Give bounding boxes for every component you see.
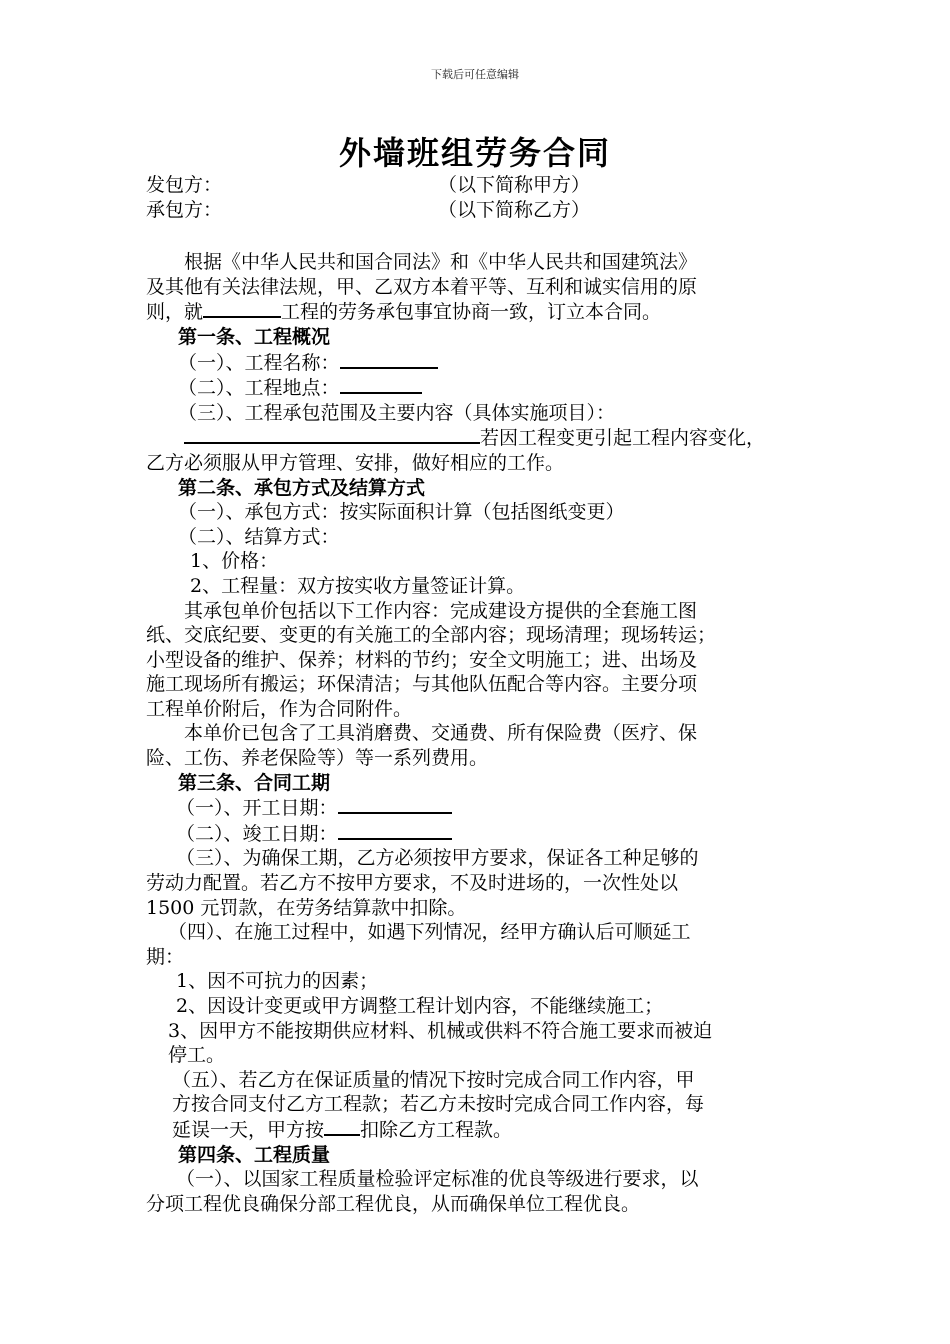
contractor-line [146, 198, 806, 223]
article-3-item-4-line-1: （四）、在施工过程中，如遇下列情况，经甲方确认后可顺延工 [168, 921, 691, 944]
article-4-item-1-line-2: 分项工程优良确保分部工程优良，从而确保单位工程优良。 [146, 1192, 641, 1215]
completion-date-field [338, 821, 452, 840]
delay-penalty-start: 延误一天，甲方按 [172, 1118, 325, 1141]
scope-change-text: 若因工程变更引起工程内容变化， [480, 427, 766, 450]
article-2-para-1-line-2: 纸、交底纪要、变更的有关施工的全部内容；现场清理；现场转运； [146, 624, 717, 647]
article-2-item-2: （二）、结算方式： [178, 525, 340, 548]
article-4-item-1-line-1: （一）、以国家工程质量检验评定标准的优良等级进行要求，以 [176, 1168, 699, 1191]
intro-line-3 [146, 299, 806, 325]
project-location-label: （二）、工程地点： [178, 377, 340, 400]
article-1-heading: 第一条、工程概况 [178, 325, 331, 348]
article-2-heading: 第二条、承包方式及结算方式 [178, 476, 426, 499]
article-2-para-2-line-1: 本单价已包含了工具消磨费、交通费、所有保险费（医疗、保 [184, 722, 698, 745]
header-note: 下载后可任意编辑 [431, 68, 519, 81]
article-1-item-1 [146, 350, 806, 376]
article-2-sub-1: 1、价格： [190, 550, 279, 573]
contractor-label: 承包方： [146, 198, 223, 221]
article-2-para-1-line-5: 工程单价附后，作为合同附件。 [146, 697, 413, 720]
article-3-item-5-line-2: 方按合同支付乙方工程款；若乙方未按时完成合同工作内容，每 [172, 1093, 705, 1116]
start-date-label: （一）、开工日期： [176, 797, 338, 820]
article-3-item-5-line-3 [146, 1117, 806, 1143]
article-3-sub-1: 1、因不可抗力的因素； [176, 970, 379, 993]
delay-penalty-end: 扣除乙方工程款。 [360, 1118, 513, 1141]
article-3-item-5-line-1: （五）、若乙方在保证质量的情况下按时完成合同工作内容，甲 [172, 1068, 695, 1091]
employer-note: （以下简称甲方） [438, 174, 591, 196]
intro-line-3-start: 则，就 [146, 301, 204, 324]
article-2-para-1-line-3: 小型设备的维护、保养；材料的节约；安全文明施工；进、出场及 [146, 648, 698, 671]
article-3-item-3-line-2: 劳动力配置。若乙方不按甲方要求，不及时进场的，一次性处以 [146, 872, 679, 895]
article-2-para-1-line-4: 施工现场所有搬运；环保清洁；与其他队伍配合等内容。主要分项 [146, 673, 698, 696]
article-2-sub-2: 2、工程量：双方按实收方量签证计算。 [190, 574, 526, 597]
article-1-item-3: （三）、工程承包范围及主要内容（具体实施项目）： [178, 401, 616, 424]
document-body [146, 173, 806, 1216]
completion-date-label: （二）、竣工日期： [176, 822, 338, 845]
intro-line-3-end: 工程的劳务承包事宜协商一致，订立本合同。 [281, 301, 662, 324]
start-date-field [338, 795, 452, 814]
project-name-label: （一）、工程名称： [178, 351, 340, 374]
article-3-sub-3-line-1: 3、因甲方不能按期供应材料、机械或供料不符合施工要求而被迫 [168, 1019, 713, 1042]
delay-penalty-field [324, 1117, 360, 1136]
article-3-item-3-line-3: 1500 元罚款，在劳务结算款中扣除。 [146, 896, 467, 919]
article-3-sub-2: 2、因设计变更或甲方调整工程计划内容，不能继续施工； [176, 995, 664, 1017]
article-3-item-2 [146, 821, 806, 847]
employer-line [146, 173, 806, 198]
article-1-item-3-cont [146, 425, 806, 451]
document-title: 外墙班组劳务合同 [338, 134, 611, 172]
article-3-item-3-line-1: （三）、为确保工期，乙方必须按甲方要求，保证各工种足够的 [176, 847, 699, 870]
article-3-heading: 第三条、合同工期 [178, 771, 331, 794]
contractor-note: （以下简称乙方） [438, 198, 591, 221]
article-2-para-2-line-2: 险、工伤、养老保险等）等一系列费用。 [146, 747, 489, 770]
employer-label: 发包方： [146, 174, 223, 196]
article-3-item-4-line-2: 期： [146, 945, 185, 968]
article-1-item-2 [146, 375, 806, 401]
intro-line-1: 根据《中华人民共和国合同法》和《中华人民共和国建筑法》 [184, 251, 698, 274]
article-3-item-1 [146, 795, 806, 821]
article-4-heading: 第四条、工程质量 [178, 1143, 331, 1166]
article-3-sub-3-line-2: 停工。 [168, 1044, 226, 1067]
project-location-field [340, 375, 422, 394]
project-name-blank [203, 299, 281, 318]
scope-field [184, 425, 480, 444]
article-2-item-1: （一）、承包方式：按实际面积计算（包括图纸变更） [178, 501, 625, 524]
intro-line-2: 及其他有关法律法规，甲、乙双方本着平等、互利和诚实信用的原 [146, 275, 698, 298]
article-2-para-1-line-1: 其承包单价包括以下工作内容：完成建设方提供的全套施工图 [184, 599, 698, 622]
article-1-item-3-line-2: 乙方必须服从甲方管理、安排，做好相应的工作。 [146, 451, 565, 474]
project-name-field [340, 350, 438, 369]
